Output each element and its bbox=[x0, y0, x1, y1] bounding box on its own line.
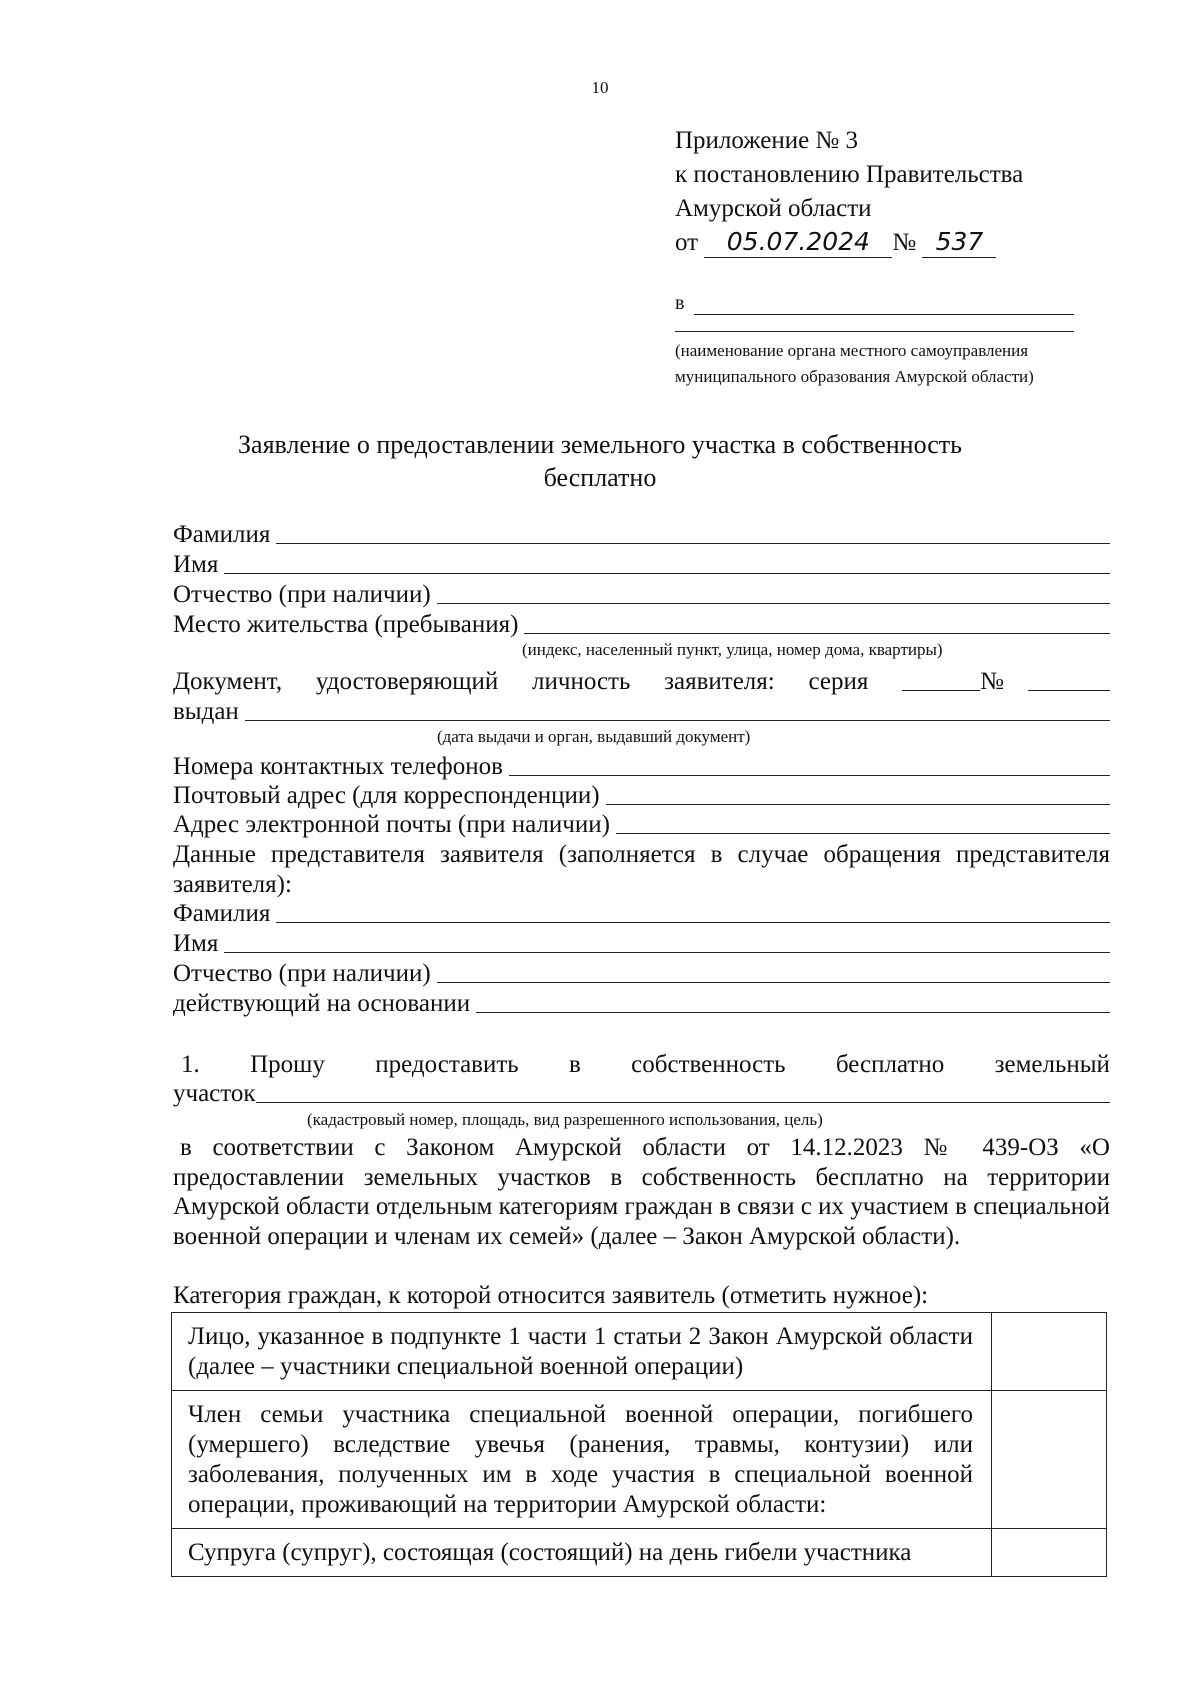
handwritten-date: 05.07.2024 bbox=[704, 227, 892, 258]
doc-number-field[interactable] bbox=[1028, 690, 1110, 691]
representative-intro: Данные представителя заявителя (заполняется в случае обращения представителя заявителя): bbox=[173, 841, 1110, 898]
doc-number-sign: № bbox=[980, 668, 1004, 695]
email-field[interactable] bbox=[616, 833, 1110, 834]
phones-label: Номера контактных телефонов bbox=[173, 753, 503, 780]
request-w6: бесплатно bbox=[835, 1051, 945, 1078]
appendix-line-decree: к постановлению Правительства bbox=[675, 161, 1024, 188]
request-line bbox=[173, 1050, 1110, 1080]
category-checkbox[interactable] bbox=[992, 1391, 1107, 1529]
rep-name-label: Имя bbox=[173, 930, 219, 957]
category-row bbox=[172, 1391, 1107, 1529]
request-w1: 1. bbox=[181, 1051, 200, 1078]
doc-series-group bbox=[902, 667, 1110, 697]
doc-word-1: Документ, bbox=[173, 668, 283, 695]
appendix-title: Приложение № 3 bbox=[675, 127, 859, 154]
doc-word-5: серия bbox=[808, 668, 869, 695]
rep-surname-row bbox=[173, 899, 1110, 929]
appendix-block bbox=[675, 124, 1095, 260]
issued-row bbox=[173, 697, 1110, 727]
appendix-line-region: Амурской области bbox=[675, 195, 872, 222]
patronymic-row bbox=[173, 580, 1110, 610]
request-w4: в bbox=[569, 1051, 581, 1078]
surname-row bbox=[173, 520, 1110, 550]
rep-surname-label: Фамилия bbox=[173, 900, 271, 927]
title-line2: бесплатно bbox=[543, 463, 657, 492]
appendix-date-line bbox=[675, 226, 1095, 260]
doc-word-4: заявителя: bbox=[664, 668, 775, 695]
request-w5: собственность bbox=[631, 1051, 786, 1078]
title-line1: Заявление о предоставлении земельного участка в собственность bbox=[238, 430, 962, 459]
phones-field[interactable] bbox=[509, 775, 1110, 776]
rep-surname-field[interactable] bbox=[276, 922, 1110, 923]
request-w7: земельный bbox=[994, 1051, 1110, 1078]
rep-basis-field[interactable] bbox=[476, 1012, 1110, 1013]
addressee-field[interactable] bbox=[694, 314, 1074, 315]
addressee-prefix: в bbox=[675, 292, 685, 314]
addressee-note-line1: (наименование органа местного самоуправления bbox=[675, 341, 1029, 360]
email-label: Адрес электронной почты (при наличии) bbox=[173, 811, 610, 838]
rep-patronymic-label: Отчество (при наличии) bbox=[173, 960, 431, 987]
category-row bbox=[172, 1529, 1107, 1577]
request-w2: Прошу bbox=[250, 1051, 325, 1078]
category-text: Супруга (супруг), состоящая (состоящий) на день гибели участника bbox=[172, 1529, 992, 1577]
email-row bbox=[173, 810, 1110, 840]
plot-row bbox=[173, 1079, 1110, 1109]
patronymic-label: Отчество (при наличии) bbox=[173, 581, 431, 608]
doc-word-3: личность bbox=[532, 668, 631, 695]
patronymic-field[interactable] bbox=[437, 603, 1110, 604]
plot-label: участок bbox=[173, 1080, 256, 1107]
category-table bbox=[171, 1312, 1107, 1577]
addressee-field-2[interactable] bbox=[675, 331, 1074, 332]
addressee-note-line2: муниципального образования Амурской области) bbox=[675, 367, 1034, 386]
surname-label: Фамилия bbox=[173, 521, 271, 548]
rep-basis-row bbox=[173, 989, 1110, 1019]
residence-field[interactable] bbox=[524, 633, 1110, 634]
request-w3: предоставить bbox=[375, 1051, 519, 1078]
residence-row bbox=[173, 610, 1110, 640]
date-prefix: от bbox=[675, 229, 699, 256]
category-checkbox[interactable] bbox=[992, 1529, 1107, 1577]
postal-label: Почтовый адрес (для корреспонденции) bbox=[173, 782, 600, 809]
rep-patronymic-row bbox=[173, 959, 1110, 989]
category-text: Член семьи участника специальной военной операции, погибшего (умершего) вследствие увечья (ранения, травмы, контузии) или заболевания, полученных им в ходе участия в специальной военной операции, проживающий на территории Амурской области: bbox=[172, 1391, 992, 1529]
postal-field[interactable] bbox=[606, 804, 1110, 805]
name-label: Имя bbox=[173, 551, 219, 578]
document-title bbox=[0, 428, 1200, 494]
name-field[interactable] bbox=[224, 573, 1110, 574]
handwritten-number: 537 bbox=[922, 227, 996, 258]
rep-basis-label: действующий на основании bbox=[173, 990, 471, 1017]
issued-label: выдан bbox=[173, 698, 239, 725]
category-row bbox=[172, 1313, 1107, 1391]
residence-hint: (индекс, населенный пункт, улица, номер дома, квартиры) bbox=[522, 640, 943, 659]
plot-field[interactable] bbox=[256, 1102, 1110, 1103]
page-number: 10 bbox=[591, 78, 609, 97]
category-heading-text: Категория граждан, к которой относится заявитель (отметить нужное): bbox=[173, 1282, 929, 1309]
name-row bbox=[173, 550, 1110, 580]
postal-row bbox=[173, 781, 1110, 811]
id-document-row bbox=[173, 667, 1110, 697]
rep-name-field[interactable] bbox=[224, 952, 1110, 953]
category-text: Лицо, указанное в подпункте 1 части 1 статьи 2 Закон Амурской области (далее – участники специальной военной операции) bbox=[172, 1313, 992, 1391]
number-sign: № bbox=[892, 229, 917, 256]
phones-row bbox=[173, 752, 1110, 782]
addressee-note bbox=[675, 338, 1135, 390]
issued-field[interactable] bbox=[245, 720, 1110, 721]
issued-hint: (дата выдачи и орган, выдавший документ) bbox=[437, 727, 751, 746]
residence-label: Место жительства (пребывания) bbox=[173, 611, 519, 638]
rep-name-row bbox=[173, 929, 1110, 959]
category-heading bbox=[173, 1281, 1110, 1311]
law-reference-text: в соответствии с Законом Амурской области от 14.12.2023 № 439-ОЗ «О предоставлении земельных участков в собственность бесплатно на территории Амурской области отдельным категориям граждан в связи с их участием в специальной военной операции и членам их семей» (далее – Закон Амурской области). bbox=[173, 1134, 1110, 1250]
doc-word-2: удостоверяющий bbox=[315, 668, 499, 695]
plot-hint: (кадастровый номер, площадь, вид разрешенного использования, цель) bbox=[307, 1110, 823, 1129]
surname-field[interactable] bbox=[276, 543, 1110, 544]
rep-patronymic-field[interactable] bbox=[437, 982, 1110, 983]
category-checkbox[interactable] bbox=[992, 1313, 1107, 1391]
doc-series-field[interactable] bbox=[902, 690, 980, 691]
